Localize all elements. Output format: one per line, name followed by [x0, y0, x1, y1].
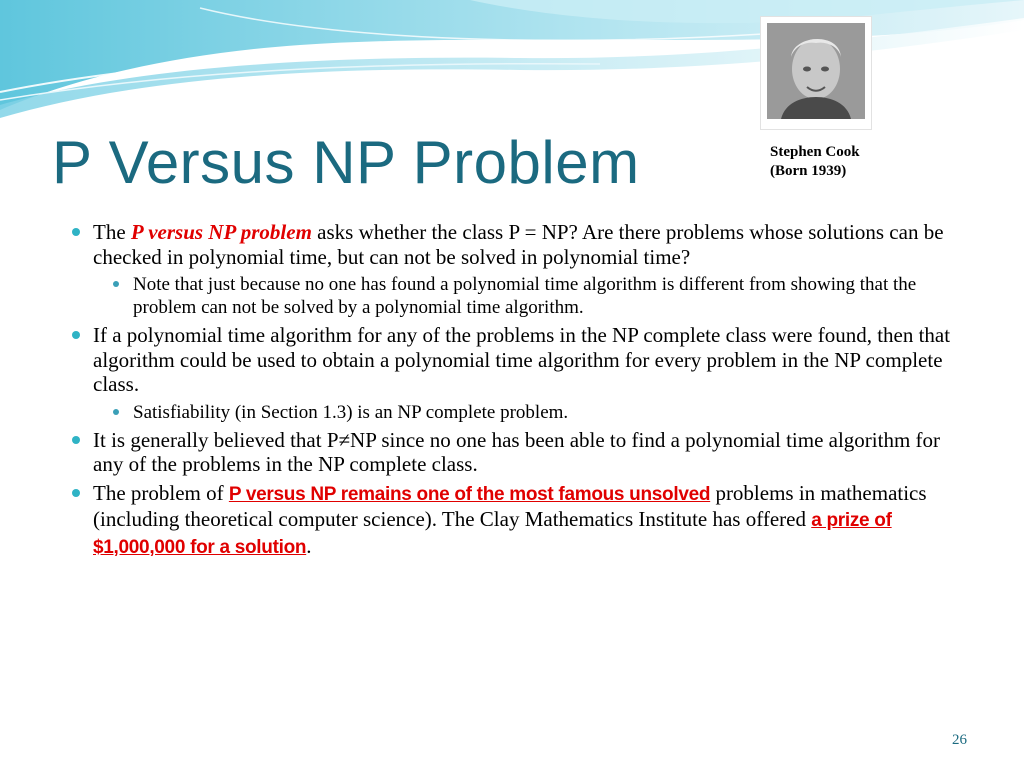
- sub-bullet-item: Note that just because no one has found a polynomial time algorithm is different from showing that the problem can not be solved by a polynomial time algorithm.: [70, 273, 970, 319]
- bullet-item: The problem of P versus NP remains one of the most famous unsolved problems in mathematics (including theoretical computer science). The Clay Mathematics Institute has offered a prize of $1,000,000 for a solution.: [70, 481, 970, 561]
- bullet-icon: [72, 436, 80, 444]
- portrait-caption: [770, 143, 860, 181]
- sub-bullet-icon: [113, 409, 119, 415]
- highlight-text: P versus NP problem: [130, 220, 312, 244]
- bullet-icon: [72, 331, 80, 339]
- highlight-text: P versus NP remains one of the most famous unsolved: [228, 483, 711, 505]
- bullet-icon: [72, 228, 80, 236]
- slide-title: P Versus NP Problem: [52, 129, 640, 196]
- bullet-list: [70, 220, 970, 564]
- page-number: 26: [952, 732, 967, 748]
- portrait-photo: [760, 16, 872, 130]
- sub-bullet-item: Satisfiability (in Section 1.3) is an NP complete problem.: [70, 401, 970, 424]
- sub-bullet-icon: [113, 281, 119, 287]
- portrait-name: Stephen Cook: [770, 144, 860, 160]
- highlight-text: a prize of $1,000,000 for a solution: [93, 510, 892, 558]
- portrait-born: (Born 1939): [770, 163, 847, 179]
- bullet-item: The P versus NP problem asks whether the class P = NP? Are there problems whose solutions can be checked in polynomial time, but can not be solved in polynomial time?: [70, 220, 970, 269]
- bullet-icon: [72, 489, 80, 497]
- bullet-item: It is generally believed that P≠NP since no one has been able to find a polynomial time algorithm for any of the problems in the NP complete class.: [70, 428, 970, 477]
- bullet-item: If a polynomial time algorithm for any of the problems in the NP complete class were found, then that algorithm could be used to obtain a polynomial time algorithm for every problem in the NP complete class.: [70, 323, 970, 397]
